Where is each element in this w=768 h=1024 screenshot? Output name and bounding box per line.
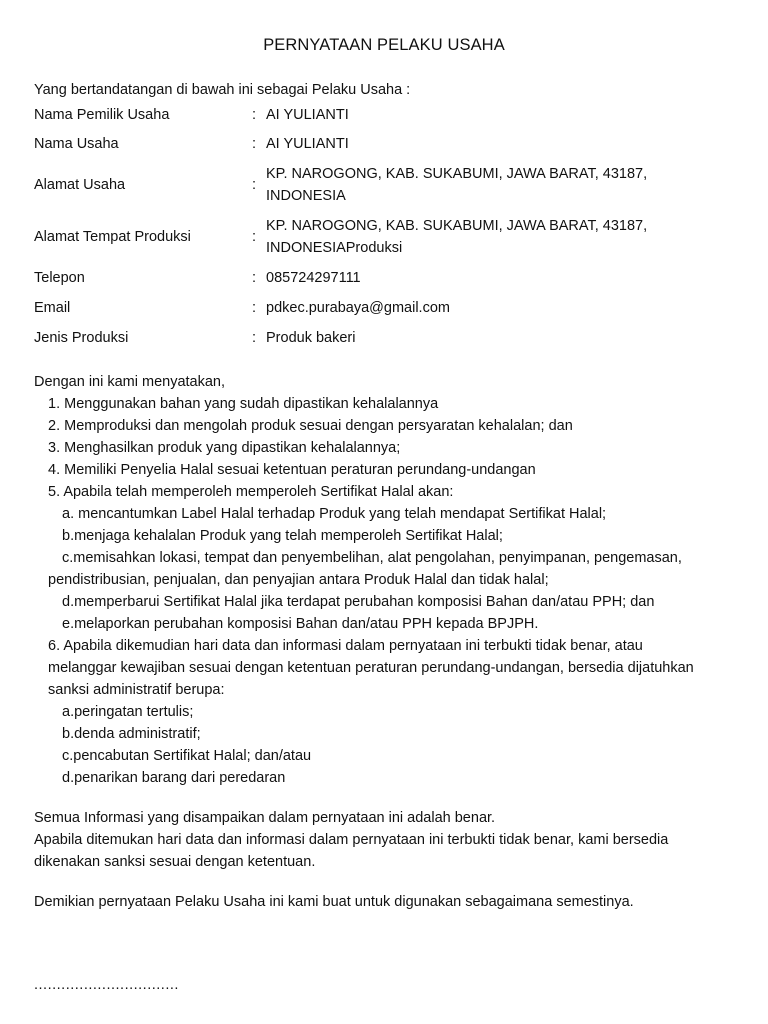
- field-value: [266, 159, 724, 211]
- field-colon: :: [252, 229, 257, 245]
- document-title: PERNYATAAN PELAKU USAHA: [263, 36, 505, 54]
- field-value: AI YULIANTI: [266, 107, 349, 123]
- field-colon: :: [252, 330, 257, 346]
- sanction-subitem: c.pencabutan Sertifikat Halal; dan/atau: [62, 748, 312, 764]
- statement-item: 2. Memproduksi dan mengolah produk sesuai dengan persyaratan kehalalan; dan: [48, 418, 573, 434]
- signature-placeholder: ................................: [34, 977, 179, 993]
- field-colon: :: [252, 300, 257, 316]
- field-row-phone: [34, 263, 724, 293]
- statement-intro: Dengan ini kami menyatakan,: [34, 374, 226, 390]
- sanction-subitem: b.denda administratif;: [62, 726, 201, 742]
- field-row-business-address: [34, 159, 724, 211]
- closing-text: Apabila ditemukan hari data dan informasi dalam pernyataan ini terbukti tidak benar, kami bersedia: [34, 832, 669, 848]
- field-value: [266, 211, 724, 263]
- field-row-production-address: [34, 211, 724, 263]
- statement-item: 4. Memiliki Penyelia Halal sesuai ketentuan peraturan perundang-undangan: [48, 462, 536, 478]
- field-value: 085724297111: [266, 270, 361, 286]
- statement-item-continuation: melanggar kewajiban sesuai dengan ketentuan peraturan perundang-undangan, bersedia dijatuhkan: [48, 660, 694, 676]
- closing-text: Semua Informasi yang disampaikan dalam pernyataan ini adalah benar.: [34, 810, 496, 826]
- field-value: Produk bakeri: [266, 330, 356, 346]
- statement-item: 1. Menggunakan bahan yang sudah dipastikan kehalalannya: [48, 396, 439, 412]
- statement-item: 3. Menghasilkan produk yang dipastikan kehalalannya;: [48, 440, 401, 456]
- field-label: Nama Pemilik Usaha: [34, 107, 170, 123]
- field-value-line: KP. NAROGONG, KAB. SUKABUMI, JAWA BARAT, 43187,: [266, 166, 648, 182]
- field-row-owner-name: [34, 101, 724, 129]
- field-label: Telepon: [34, 270, 85, 286]
- field-label: Email: [34, 300, 71, 316]
- field-value: AI YULIANTI: [266, 136, 349, 152]
- sanction-subitem: a.peringatan tertulis;: [62, 704, 194, 720]
- field-colon: :: [252, 270, 257, 286]
- field-value: pdkec.purabaya@gmail.com: [266, 300, 450, 316]
- sanction-subitem: d.penarikan barang dari peredaran: [62, 770, 286, 786]
- statement-subitem: d.memperbarui Sertifikat Halal jika terdapat perubahan komposisi Bahan dan/atau PPH; dan: [62, 594, 655, 610]
- field-label: Nama Usaha: [34, 136, 119, 152]
- field-row-email: [34, 293, 724, 323]
- statement-subitem: b.menjaga kehalalan Produk yang telah memperoleh Sertifikat Halal;: [62, 528, 503, 544]
- field-colon: :: [252, 136, 257, 152]
- field-value-line: INDONESIAProduksi: [266, 240, 403, 256]
- statement-item-continuation: sanksi administratif berupa:: [48, 682, 225, 698]
- statement-item: 5. Apabila telah memperoleh memperoleh Sertifikat Halal akan:: [48, 484, 454, 500]
- field-label: Jenis Produksi: [34, 330, 129, 346]
- field-row-production-type: [34, 323, 724, 353]
- field-value-line: INDONESIA: [266, 188, 346, 204]
- field-row-business-name: [34, 129, 724, 159]
- field-label: Alamat Tempat Produksi: [34, 229, 191, 245]
- statement-subitem: c.memisahkan lokasi, tempat dan penyembelihan, alat pengolahan, penyimpanan, pengemasan,: [62, 550, 682, 566]
- closing-text: dikenakan sanksi sesuai dengan ketentuan.: [34, 854, 316, 870]
- final-statement: Demikian pernyataan Pelaku Usaha ini kami buat untuk digunakan sebagaimana semestinya.: [34, 894, 634, 910]
- statement-subitem-continuation: pendistribusian, penjualan, dan penyajian antara Produk Halal dan tidak halal;: [48, 572, 549, 588]
- field-colon: :: [252, 107, 257, 123]
- statement-item: 6. Apabila dikemudian hari data dan informasi dalam pernyataan ini terbukti tidak benar, atau: [48, 638, 643, 654]
- field-value-line: KP. NAROGONG, KAB. SUKABUMI, JAWA BARAT, 43187,: [266, 218, 648, 234]
- statement-subitem: e.melaporkan perubahan komposisi Bahan dan/atau PPH kepada BPJPH.: [62, 616, 539, 632]
- business-identity-table: [34, 101, 724, 353]
- field-label: Alamat Usaha: [34, 177, 126, 193]
- statement-subitem: a. mencantumkan Label Halal terhadap Produk yang telah mendapat Sertifikat Halal;: [62, 506, 607, 522]
- intro-text: Yang bertandatangan di bawah ini sebagai Pelaku Usaha :: [34, 82, 411, 98]
- field-colon: :: [252, 177, 257, 193]
